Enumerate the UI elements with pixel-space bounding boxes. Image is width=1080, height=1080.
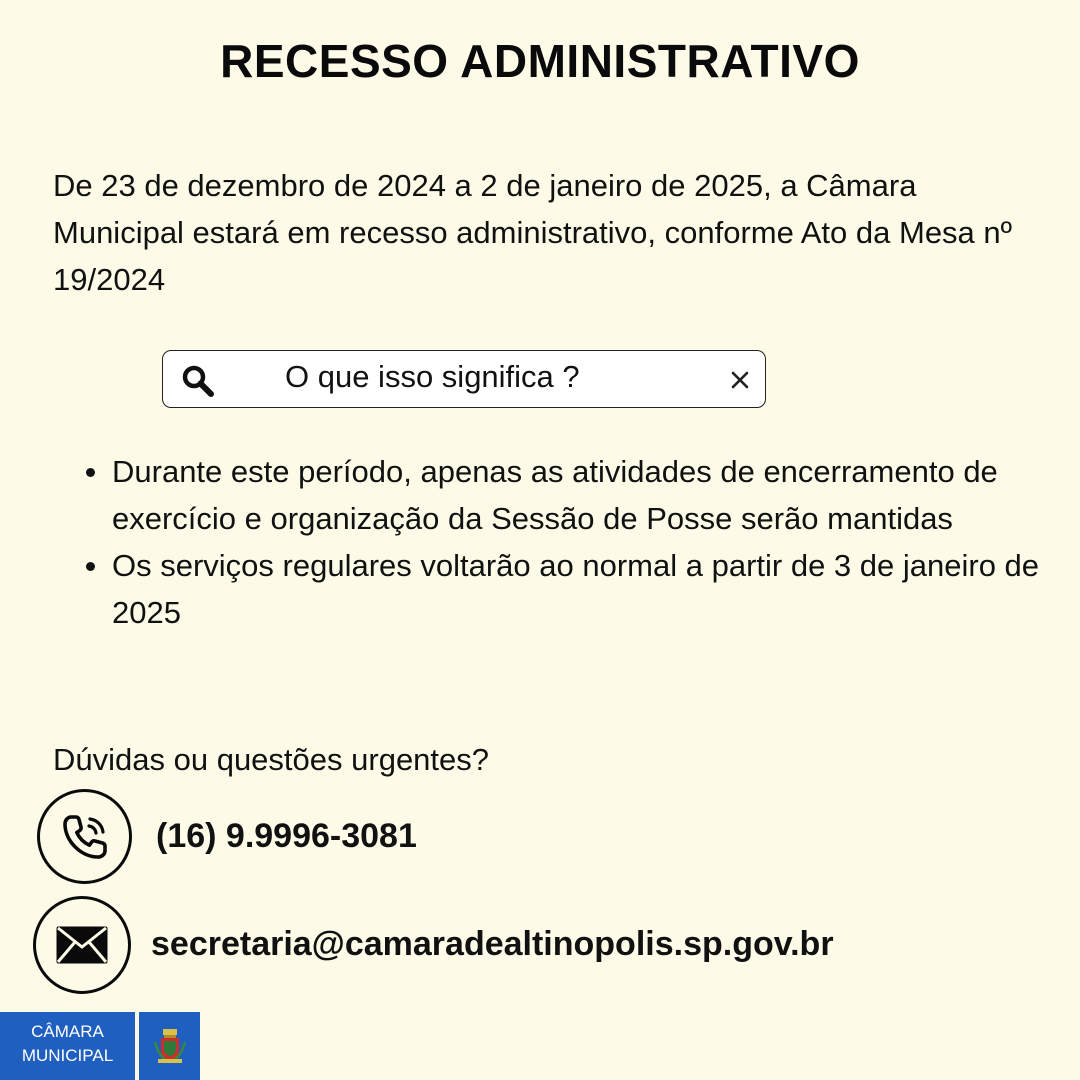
phone-icon-badge [37, 789, 132, 884]
logo-text-block [0, 1012, 135, 1080]
list-item: Os serviços regulares voltarão ao normal a partir de 3 de janeiro de 2025 [80, 542, 1055, 636]
email-address[interactable]: secretaria@camaradealtinopolis.sp.gov.br [151, 925, 834, 963]
list-item: Durante este período, apenas as atividades de encerramento de exercício e organização da Sessão de Posse serão mantidas [80, 448, 1055, 542]
page-title: RECESSO ADMINISTRATIVO [220, 35, 860, 87]
search-icon[interactable] [181, 364, 215, 398]
intro-paragraph: De 23 de dezembro de 2024 a 2 de janeiro de 2025, a Câmara Municipal estará em recesso administrativo, conforme Ato da Mesa nº 19/2024 [53, 168, 1012, 297]
search-bar[interactable] [162, 350, 766, 408]
mail-icon-badge [33, 896, 131, 994]
logo-line-2: MUNICIPAL [21, 1046, 114, 1065]
mail-icon [55, 925, 109, 965]
camara-municipal-logo [0, 1012, 200, 1080]
phone-number[interactable]: (16) 9.9996-3081 [156, 817, 417, 855]
close-icon[interactable] [729, 369, 751, 391]
contact-question: Dúvidas ou questões urgentes? [53, 742, 490, 777]
search-query[interactable]: O que isso significa ? [285, 359, 580, 394]
logo-seal-block [139, 1012, 200, 1080]
coat-of-arms-icon [154, 1028, 186, 1064]
bullet-list [80, 448, 1055, 636]
phone-icon [59, 811, 111, 863]
logo-line-1: CÂMARA [31, 1022, 104, 1041]
